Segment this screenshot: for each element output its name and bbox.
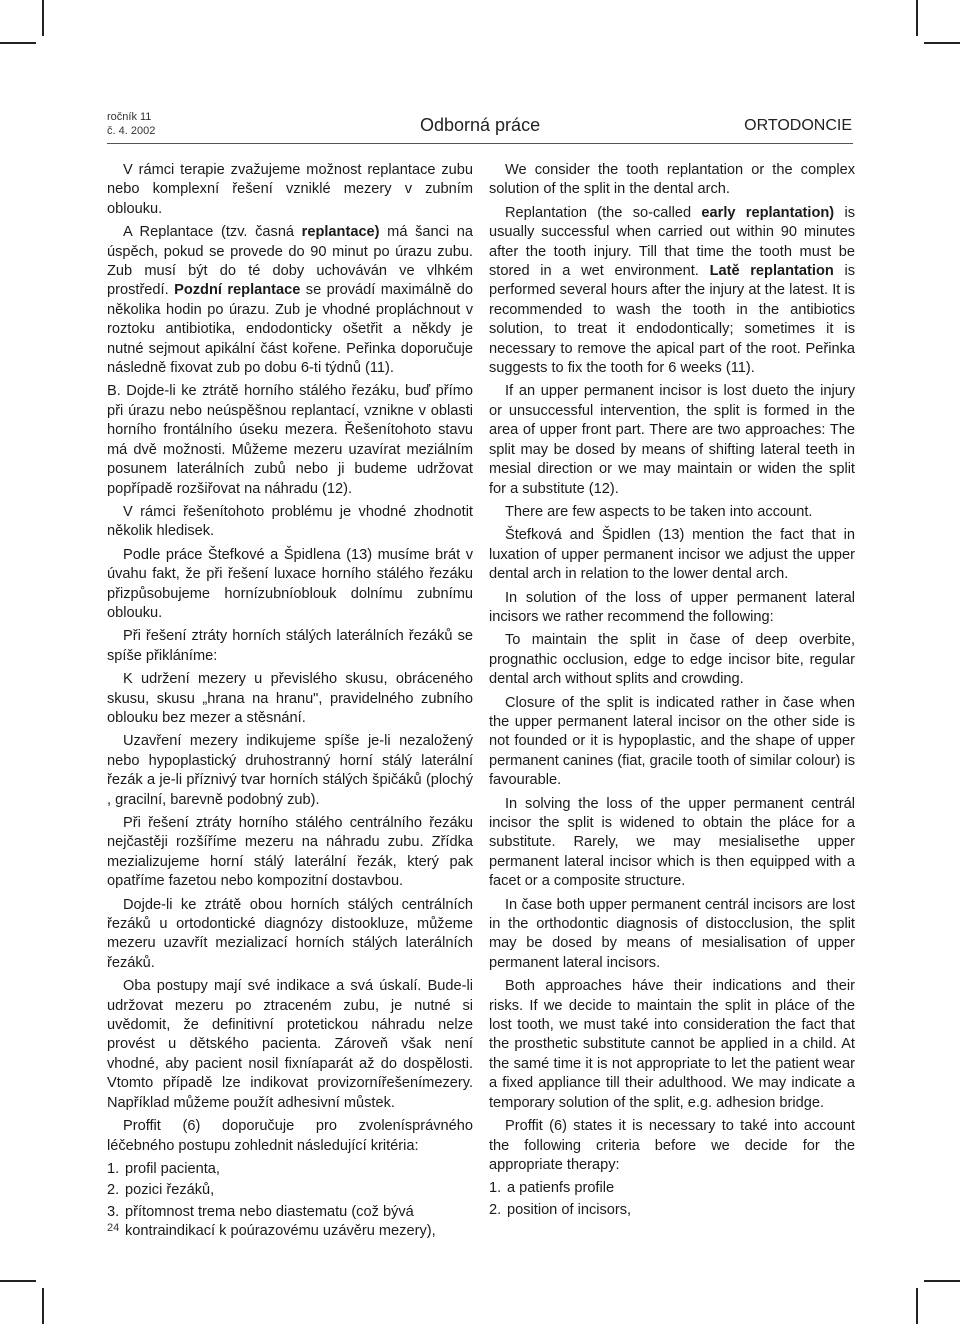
bold-term: early replantation) xyxy=(701,204,835,221)
list-number: 1. xyxy=(107,1160,120,1177)
list-item xyxy=(489,1179,855,1198)
list-text: pozici řezáků, xyxy=(125,1182,215,1199)
list-text: profil pacienta, xyxy=(125,1160,220,1177)
right-paragraph-replantation xyxy=(489,204,855,379)
right-paragraph: To maintain the split in čase of deep overbite, prognathic occlusion, edge to edge incisor bite, regular dental arch without splits and crowding. xyxy=(489,632,855,688)
bold-term: replantace) xyxy=(301,224,380,241)
right-paragraph: In solution of the loss of upper permanent lateral incisors we rather recommend the following: xyxy=(489,589,855,625)
left-paragraph: K udržení mezery u převislého skusu, obráceného skusu, skusu „hrana na hranu", pravidelného zubního oblouku bez mezer a stěsnání. xyxy=(107,671,473,726)
volume-label: ročník 11 xyxy=(107,111,152,123)
list-number: 2. xyxy=(107,1182,120,1199)
issue-label: č. 4. 2002 xyxy=(107,125,156,137)
left-paragraph-replantation xyxy=(107,223,473,378)
section-title: Odborná práce xyxy=(420,115,541,135)
right-paragraph: We consider the tooth replantation or the complex solution of the split in the dental arch. xyxy=(489,162,855,198)
text-run: is usually successful when carried out within 90 minutes after the tooth injury. Till that time the tooth must be stored in a wet environment. xyxy=(489,204,856,280)
crop-mark-top-left-v xyxy=(42,0,44,36)
issue-info xyxy=(107,110,155,138)
right-paragraph: Proffit (6) states it is necessary to také into account the following criteria before we decide for the appropriate therapy: xyxy=(489,1118,855,1173)
crop-mark-bottom-left-h xyxy=(0,1280,36,1282)
crop-mark-top-right-h xyxy=(924,42,960,44)
left-paragraph: Při řešení ztráty horního stálého centrálního řezáku nejčastěji rozšíříme mezeru na náhradu zubu. Zřídka mezializujeme horní stálý laterální řezák, který pak opatříme fazetou nebo kompozitní dostavbou. xyxy=(107,815,473,890)
left-paragraph: Podle práce Štefkové a Špidlena (13) musíme brát v úvahu fakt, že při řešení luxace horního stálého řezáku přizpůsobujeme hornízubníoblouk dolnímu zubnímu oblouku. xyxy=(107,546,473,621)
left-paragraph: Při řešení ztráty horních stálých laterálních řezáků se spíše přikláníme: xyxy=(107,628,473,664)
crop-mark-bottom-right-v xyxy=(916,1288,918,1324)
right-paragraph: In solving the loss of the upper permanent centrál incisor the split is widened to obtain the pláce for a substitute. Rarely, we may mesialisethe upper permanent lateral incisor which is then equipped with a facet or a composite structure. xyxy=(489,795,855,890)
left-paragraph: Uzavření mezery indikujeme spíše je-li nezaložený nebo hypoplastický druhostranný horní stálý laterální řezák a je-li příznivý tvar horních stálých špičáků (plochý , gracilní, barevně podobný zub). xyxy=(107,733,473,808)
list-item xyxy=(107,1160,473,1179)
crop-mark-bottom-right-h xyxy=(924,1280,960,1282)
text-run: is performed several hours after the injury at the latest. It is recommended to wash the tooth in the antibiotics solution, to treat it endodontically; sometimes it is necessary to remove the apical part of the root. Peřinka suggests to fix the tooth for 6 weeks (11). xyxy=(489,263,856,377)
text-run: se provádí maximálně do několika hodin po úrazu. Zub je vhodné propláchnout v roztoku antibiotika, endodonticky ošetřit a někdy je nutné sejmout apikální část kořene. Peřinka doporučuje následně fixovat zub po dobu 6-ti týdnů (11). xyxy=(107,282,474,377)
list-number: 3. xyxy=(107,1203,120,1220)
list-item xyxy=(107,1203,473,1242)
crop-mark-top-left-h xyxy=(0,42,36,44)
left-paragraph: B. Dojde-li ke ztrátě horního stálého řezáku, buď přímo při úrazu nebo neúspěšnou replantací, vznikne v oblasti horního frontálního úseku mezera. Řešenítohoto stavu má dvě možnosti. Můžeme mezeru uzavírat meziálním posunem laterálních zubů nebo ji budeme udržovat popřípadě rozšiřovat na náhradu (12). xyxy=(107,383,473,497)
list-item xyxy=(489,1201,855,1220)
list-text: a patienfs profile xyxy=(507,1180,615,1197)
left-paragraph: V rámci terapie zvažujeme možnost replantace zubu nebo komplexní řešení vzniklé mezery v zubním oblouku. xyxy=(107,162,473,217)
right-paragraph: In čase both upper permanent centrál incisors are lost in the orthodontic diagnosis of distocclusion, the split may be dosed by means of mesialisation of upper permanent lateral incisors. xyxy=(489,896,855,971)
list-number: 1. xyxy=(489,1180,502,1197)
header-rule xyxy=(107,143,853,144)
list-text: přítomnost trema nebo diastematu (což bývá kontraindikací k poúrazovému uzávěru mezery), xyxy=(125,1203,436,1240)
right-paragraph: If an upper permanent incisor is lost dueto the injury or unsuccessful intervention, the split is formed in the area of upper front part. There are two approaches: The split may be dosed by means of shifting lateral teeth in mesial direction or we may maintain or widen the split for a substitute (12). xyxy=(489,383,855,497)
crop-mark-bottom-left-v xyxy=(42,1288,44,1324)
criteria-list xyxy=(107,1160,473,1242)
right-paragraph: Closure of the split is indicated rather in čase when the upper permanent lateral incisor on the other side is not founded or it is hypoplastic, and the shape of upper permanent canines (fiat, gracile tooth of similar colour) is favourable. xyxy=(489,694,855,789)
list-text: position of incisors, xyxy=(507,1201,632,1218)
left-paragraph: V rámci řešenítohoto problému je vhodné zhodnotit několik hledisek. xyxy=(107,503,473,540)
left-paragraph: Proffit (6) doporučuje pro zvolenísprávného léčebného postupu zohlednit následující kritéria: xyxy=(107,1118,473,1154)
category-title: ORTODONCIE xyxy=(744,117,852,134)
left-column xyxy=(107,161,473,1244)
right-column xyxy=(489,161,855,1222)
text-run: má šanci na úspěch, pokud se provede do 90 minut po úrazu zubu. Zub musí být do té doby uchováván ve vlhkém prostředí. xyxy=(107,224,473,299)
bold-term: Latě replantation xyxy=(709,263,834,280)
list-item xyxy=(107,1181,473,1200)
list-number: 2. xyxy=(489,1201,502,1218)
crop-mark-top-right-v xyxy=(916,0,918,36)
left-paragraph: Oba postupy mají své indikace a svá úskalí. Bude-li udržovat mezeru po ztraceném zubu, je nutné si uvědomit, že definitivní protetickou náhradu nelze provést u dětského pacienta. Zároveň však není vhodné, aby pacient nosil fixníaparát až do dospělosti. Vtomto případě lze indikovat provizornířešenímezery. Například můžeme použít adhesivní můstek. xyxy=(107,978,473,1111)
right-paragraph: There are few aspects to be taken into account. xyxy=(505,503,813,520)
page-number: 24 xyxy=(107,1222,120,1234)
criteria-list xyxy=(489,1179,855,1220)
left-paragraph: Dojde-li ke ztrátě obou horních stálých centrálních řezáků u ortodontické diagnózy distookluze, můžeme mezeru uzavřít mezializací horních stálých laterálních řezáků. xyxy=(107,896,473,971)
text-run: Replantation (the so-called xyxy=(505,204,702,221)
right-paragraph: Štefková and Špidlen (13) mention the fact that in luxation of upper permanent incisor we adjust the upper dental arch in relation to the lower dental arch. xyxy=(489,527,855,583)
right-paragraph: Both approaches háve their indications and their risks. If we decide to maintain the split in pláce of the lost tooth, we must také into consideration the fact that the prosthetic substitute cannot be applied in a child. At the samé time it is not appropriate to let the patient wear a fixed appliance till their adulthood. We may indicate a temporary solution of the split, e.g. adhesion bridge. xyxy=(489,978,855,1111)
bold-term: Pozdní replantace xyxy=(174,282,301,299)
text-run: A Replantace (tzv. časná xyxy=(123,224,302,241)
